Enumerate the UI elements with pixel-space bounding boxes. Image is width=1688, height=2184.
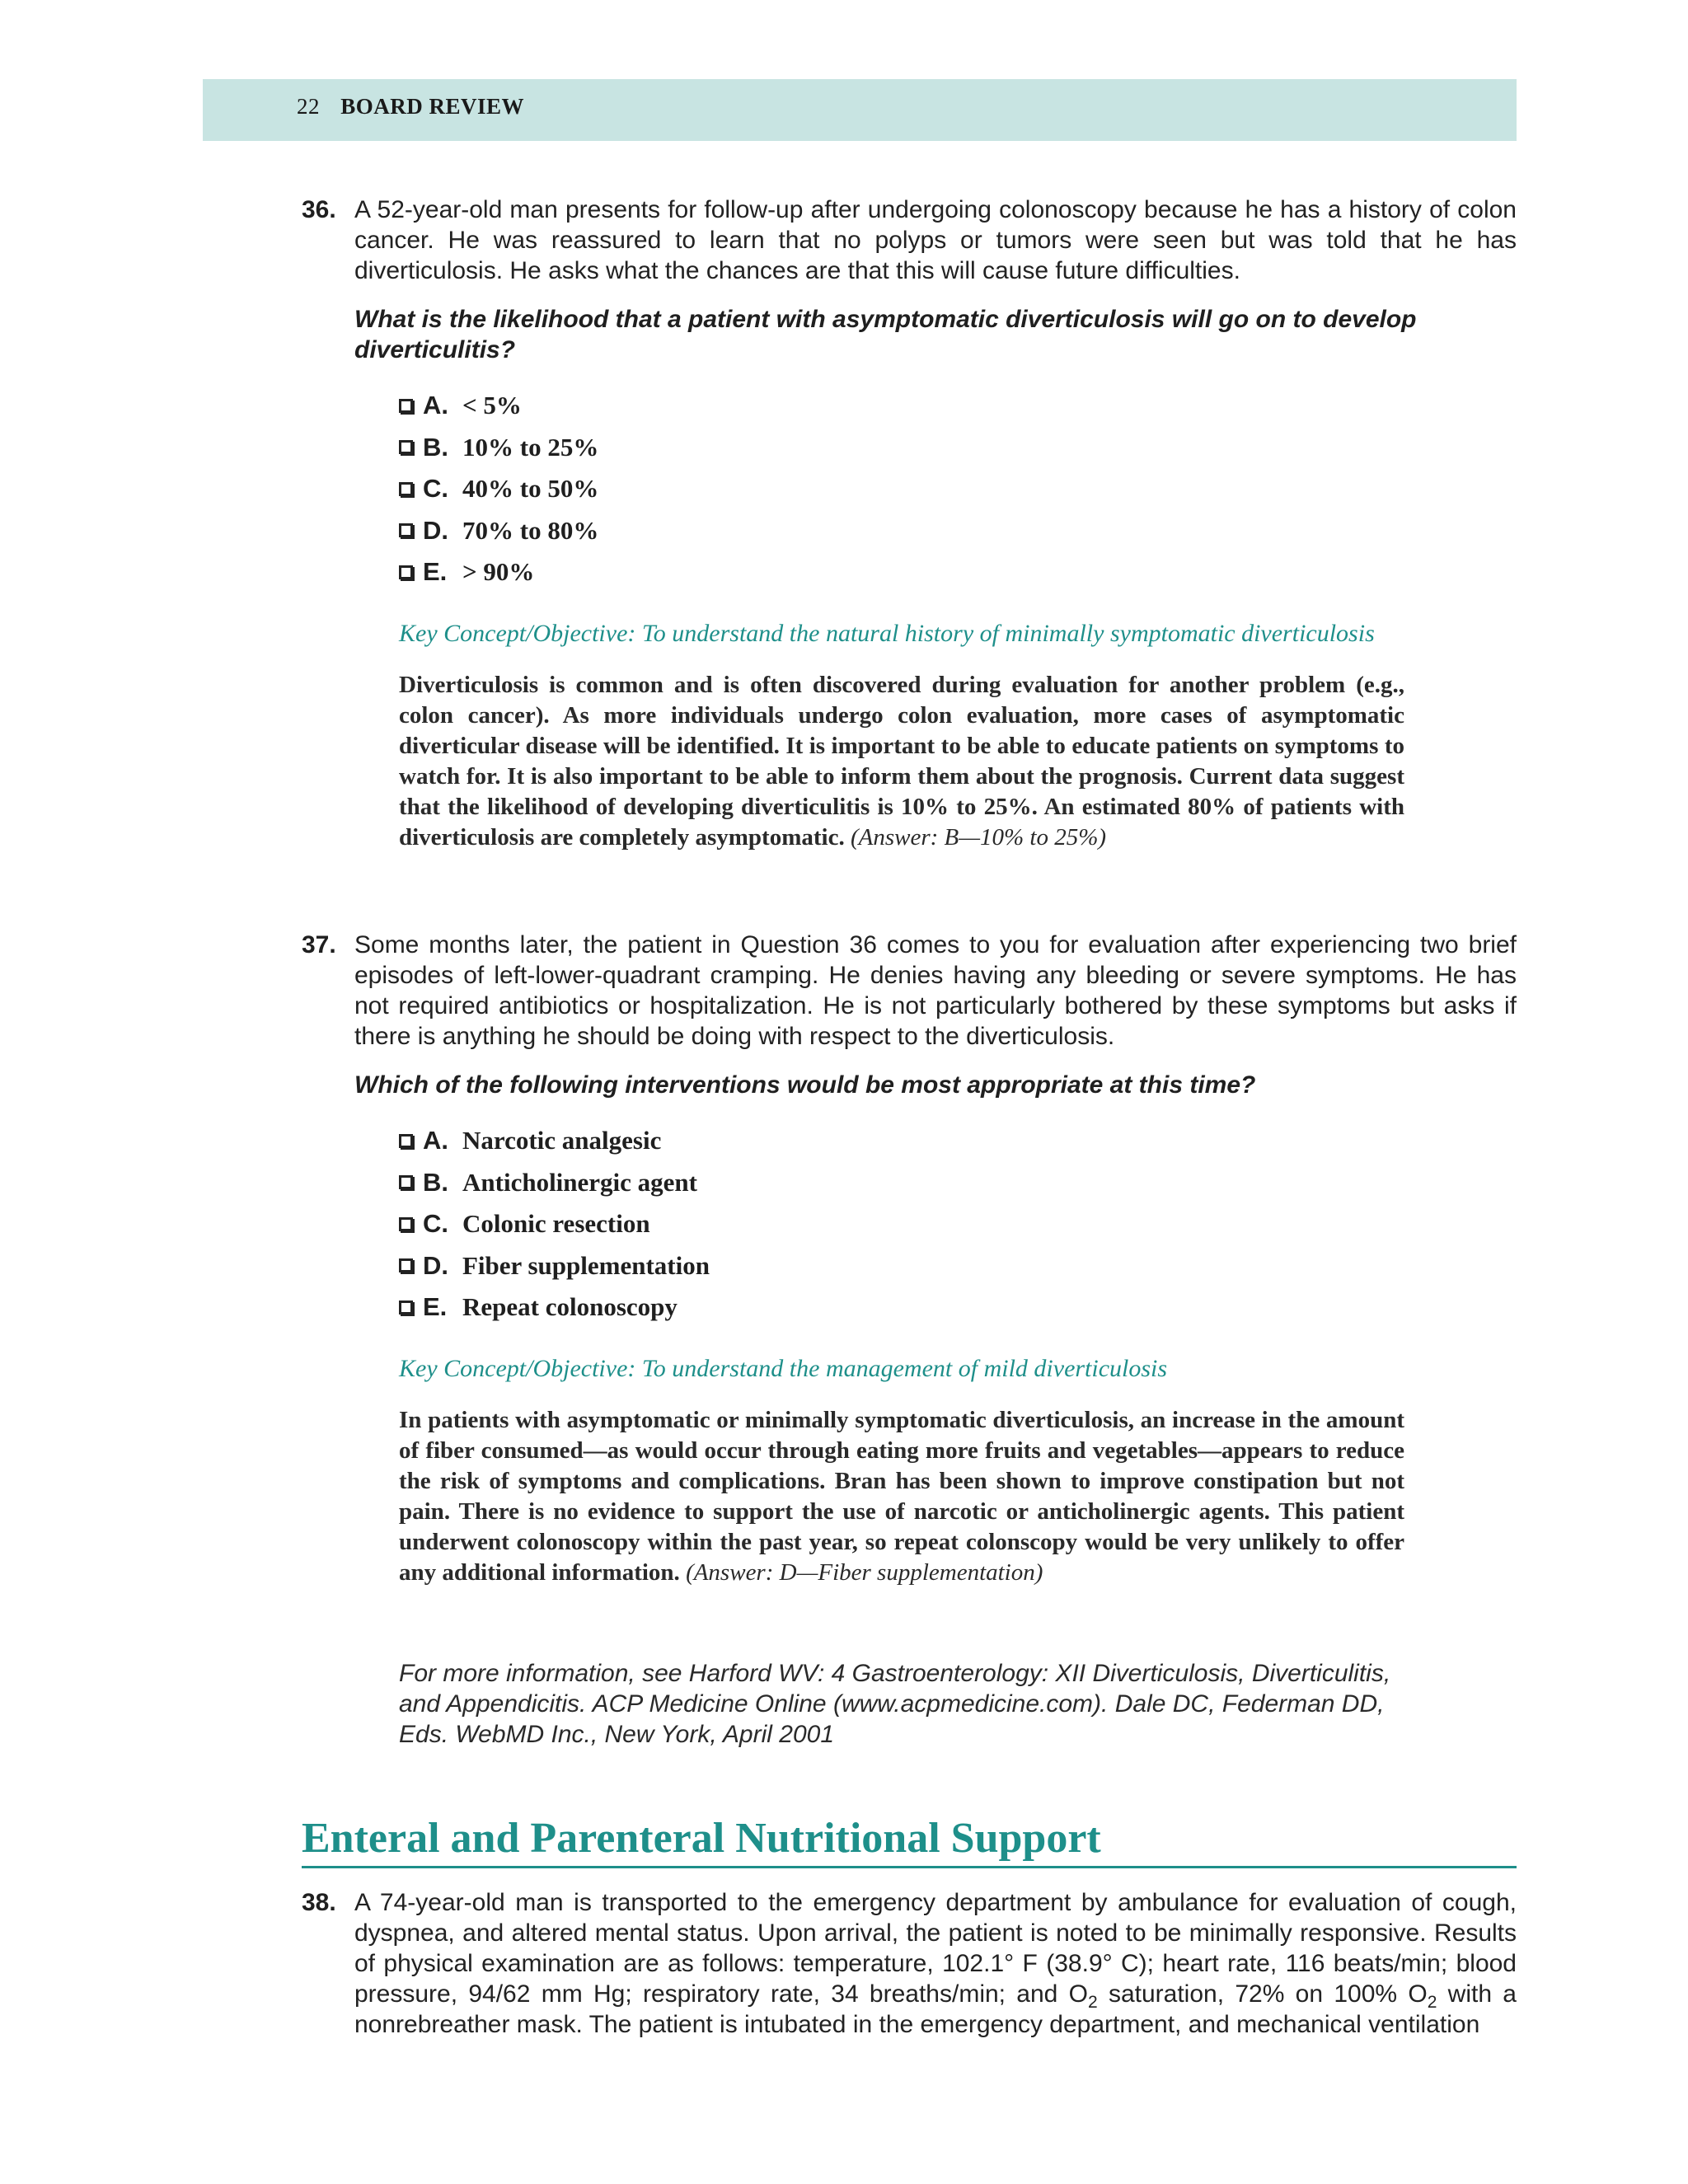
checkbox-icon[interactable]: [399, 399, 413, 413]
option-a[interactable]: A. Narcotic analgesic: [399, 1120, 1517, 1162]
page-number: 22: [297, 94, 320, 119]
checkbox-icon[interactable]: [399, 1175, 413, 1189]
option-c[interactable]: C. 40% to 50%: [399, 468, 1517, 510]
reference-citation: For more information, see Harford WV: 4 Gastroenterology: XII Diverticulosis, Diverticulitis, and Appendicitis. ACP Medicine Online (www.acpmedicine.com). Dale DC, Federman DD, Eds. WebMD Inc., New York, April 2001: [399, 1660, 1391, 1748]
question-38: [302, 1887, 1517, 2040]
header-title: BOARD REVIEW: [340, 94, 525, 119]
checkbox-icon[interactable]: [399, 1217, 413, 1231]
option-b[interactable]: B. 10% to 25%: [399, 427, 1517, 469]
option-c[interactable]: C. Colonic resection: [399, 1203, 1517, 1245]
checkbox-icon[interactable]: [399, 1301, 413, 1315]
option-d[interactable]: D. 70% to 80%: [399, 510, 1517, 552]
option-d[interactable]: D. Fiber supplementation: [399, 1245, 1517, 1287]
explanation-text: Diverticulosis is common and is often discovered during evaluation for another problem (e.g., colon cancer). As more individuals undergo colon evaluation, more cases of asymptomatic diverticular disease will be identified. It is important to be able to educate patients on symptoms to watch for. It is also important to be able to inform them about the prognosis. Current data suggest that the likelihood of developing diverticulitis is 10% to 25%. An estimated 80% of patients with diverticulosis are completely asymptomatic.: [399, 671, 1404, 851]
explanation: [399, 1405, 1404, 1588]
question-36: [302, 194, 1517, 853]
question-prompt: What is the likelihood that a patient with asymptomatic diverticulosis will go on to develop diverticulitis?: [354, 306, 1417, 363]
checkbox-icon[interactable]: [399, 565, 413, 579]
question-37: [302, 930, 1517, 1588]
answer-options: [399, 385, 1517, 593]
answer-options: [399, 1120, 1517, 1329]
question-prompt: Which of the following interventions would be most appropriate at this time?: [354, 1071, 1256, 1099]
checkbox-icon[interactable]: [399, 1258, 413, 1272]
explanation-text: In patients with asymptomatic or minimally symptomatic diverticulosis, an increase in the amount of fiber consumed—as would occur through eating more fruits and vegetables—appears to reduce the risk of symptoms and complications. Bran has been shown to improve constipation but not pain. There is no evidence to support the use of narcotic or anticholinergic agents. This patient underwent colonoscopy within the past year, so repeat colonscopy would be very unlikely to offer any additional information.: [399, 1406, 1404, 1586]
question-stem: A 74-year-old man is transported to the emergency department by ambulance for evaluation of cough, dyspnea, and altered mental status. Upon arrival, the patient is noted to be minimally responsive. Results of physical examination are as follows: temperature, 102.1° F (38.9° C); heart rate, 116 beats/min; blood pressure, 94/62 mm Hg; respiratory rate, 34 breaths/min; and $O_2$ saturation, 72% on 100% $O_2$ with a nonrebreather mask. The patient is intubated in the emergency department, and mechanical ventilation: [354, 1889, 1517, 2038]
option-b[interactable]: B. Anticholinergic agent: [399, 1162, 1517, 1204]
question-number: 37.: [302, 931, 336, 958]
question-stem: Some months later, the patient in Question 36 comes to you for evaluation after experiencing two brief episodes of left-lower-quadrant cramping. He denies having any bleeding or severe symptoms. He has not required antibiotics or hospitalization. He is not particularly bothered by these symptoms but asks if there is anything he should be doing with respect to the diverticulosis.: [354, 931, 1517, 1050]
key-concept: Key Concept/Objective: To understand the natural history of minimally symptomatic diverticulosis: [399, 619, 1375, 647]
question-number: 36.: [302, 196, 336, 223]
checkbox-icon[interactable]: [399, 482, 413, 496]
question-stem: A 52-year-old man presents for follow-up after undergoing colonoscopy because he has a history of colon cancer. He was reassured to learn that no polyps or tumors were seen but was told that he has diverticulosis. He asks what the chances are that this will cause future difficulties.: [354, 196, 1517, 284]
answer-text: (Answer: D—Fiber supplementation): [686, 1558, 1043, 1586]
question-number: 38.: [302, 1889, 336, 1916]
section-title: Enteral and Parenteral Nutritional Support: [302, 1813, 1517, 1868]
checkbox-icon[interactable]: [399, 523, 413, 537]
checkbox-icon[interactable]: [399, 1134, 413, 1148]
option-e[interactable]: E. > 90%: [399, 551, 1517, 593]
answer-text: (Answer: B—10% to 25%): [850, 823, 1107, 851]
option-e[interactable]: E. Repeat colonoscopy: [399, 1286, 1517, 1329]
key-concept: Key Concept/Objective: To understand the management of mild diverticulosis: [399, 1354, 1168, 1382]
option-a[interactable]: A. < 5%: [399, 385, 1517, 427]
checkbox-icon[interactable]: [399, 440, 413, 454]
explanation: [399, 670, 1404, 853]
running-header: [297, 94, 524, 120]
